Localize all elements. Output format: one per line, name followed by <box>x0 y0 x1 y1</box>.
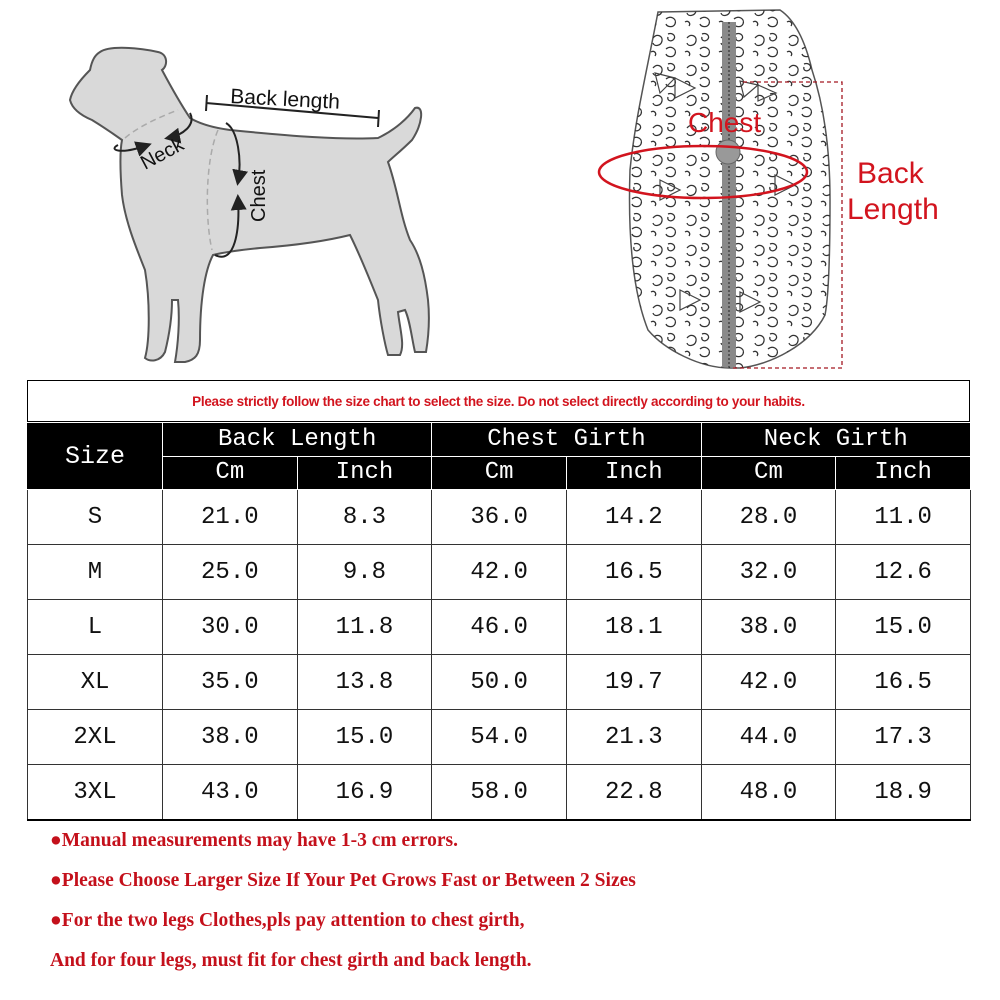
svg-text:Chest: Chest <box>248 169 270 222</box>
size-chart-table <box>27 422 971 821</box>
unit-header: Inch <box>836 457 971 490</box>
value-cell: 12.6 <box>836 545 971 600</box>
unit-header: Inch <box>297 457 432 490</box>
value-cell: 19.7 <box>566 655 701 710</box>
note-four-legs: And for four legs, must fit for chest girth and back length. <box>50 950 532 971</box>
coat-pattern-icon <box>580 0 1000 375</box>
size-chart-notice: Please strictly follow the size chart to select the size. Do not select directly according to your habits. <box>27 380 970 422</box>
svg-text:Chest: Chest <box>688 107 762 138</box>
chest-girth-header: Chest Girth <box>432 423 701 457</box>
value-cell: 30.0 <box>163 600 298 655</box>
size-cell: 3XL <box>28 765 163 821</box>
note-two-legs: ●For the two legs Clothes,pls pay attention to chest girth, <box>50 910 525 931</box>
value-cell: 42.0 <box>701 655 836 710</box>
size-cell: S <box>28 490 163 545</box>
value-cell: 16.5 <box>836 655 971 710</box>
value-cell: 54.0 <box>432 710 567 765</box>
table-group-header-row <box>28 423 971 457</box>
table-row <box>28 490 971 545</box>
value-cell: 8.3 <box>297 490 432 545</box>
value-cell: 48.0 <box>701 765 836 821</box>
table-row <box>28 545 971 600</box>
table-row <box>28 710 971 765</box>
value-cell: 25.0 <box>163 545 298 600</box>
value-cell: 22.8 <box>566 765 701 821</box>
value-cell: 44.0 <box>701 710 836 765</box>
value-cell: 35.0 <box>163 655 298 710</box>
value-cell: 18.9 <box>836 765 971 821</box>
table-unit-header-row <box>28 457 971 490</box>
table-row <box>28 655 971 710</box>
note-measurement-error: ●Manual measurements may have 1-3 cm errors. <box>50 830 459 851</box>
dog-silhouette-icon <box>0 0 500 375</box>
unit-header: Cm <box>701 457 836 490</box>
value-cell: 58.0 <box>432 765 567 821</box>
svg-text:Back length: Back length <box>229 85 341 114</box>
value-cell: 11.0 <box>836 490 971 545</box>
size-cell: L <box>28 600 163 655</box>
value-cell: 9.8 <box>297 545 432 600</box>
value-cell: 15.0 <box>297 710 432 765</box>
size-cell: 2XL <box>28 710 163 765</box>
value-cell: 32.0 <box>701 545 836 600</box>
svg-text:Length: Length <box>847 193 939 226</box>
value-cell: 46.0 <box>432 600 567 655</box>
size-column-header: Size <box>28 423 163 490</box>
neck-girth-header: Neck Girth <box>701 423 970 457</box>
value-cell: 18.1 <box>566 600 701 655</box>
value-cell: 21.0 <box>163 490 298 545</box>
dog-coat-diagram <box>580 0 1000 375</box>
value-cell: 43.0 <box>163 765 298 821</box>
value-cell: 16.9 <box>297 765 432 821</box>
value-cell: 13.8 <box>297 655 432 710</box>
value-cell: 11.8 <box>297 600 432 655</box>
value-cell: 38.0 <box>701 600 836 655</box>
value-cell: 50.0 <box>432 655 567 710</box>
value-cell: 28.0 <box>701 490 836 545</box>
value-cell: 38.0 <box>163 710 298 765</box>
value-cell: 15.0 <box>836 600 971 655</box>
value-cell: 16.5 <box>566 545 701 600</box>
value-cell: 21.3 <box>566 710 701 765</box>
svg-text:Back: Back <box>857 157 924 190</box>
unit-header: Cm <box>432 457 567 490</box>
table-row <box>28 765 971 821</box>
dog-measurement-diagram <box>0 0 500 375</box>
sizing-notes <box>50 826 636 986</box>
value-cell: 36.0 <box>432 490 567 545</box>
value-cell: 17.3 <box>836 710 971 765</box>
note-choose-larger: ●Please Choose Larger Size If Your Pet Grows Fast or Between 2 Sizes <box>50 870 636 891</box>
unit-header: Inch <box>566 457 701 490</box>
svg-text:Neck: Neck <box>137 133 188 175</box>
value-cell: 14.2 <box>566 490 701 545</box>
value-cell: 42.0 <box>432 545 567 600</box>
size-cell: M <box>28 545 163 600</box>
size-cell: XL <box>28 655 163 710</box>
table-row <box>28 600 971 655</box>
back-length-header: Back Length <box>163 423 432 457</box>
unit-header: Cm <box>163 457 298 490</box>
